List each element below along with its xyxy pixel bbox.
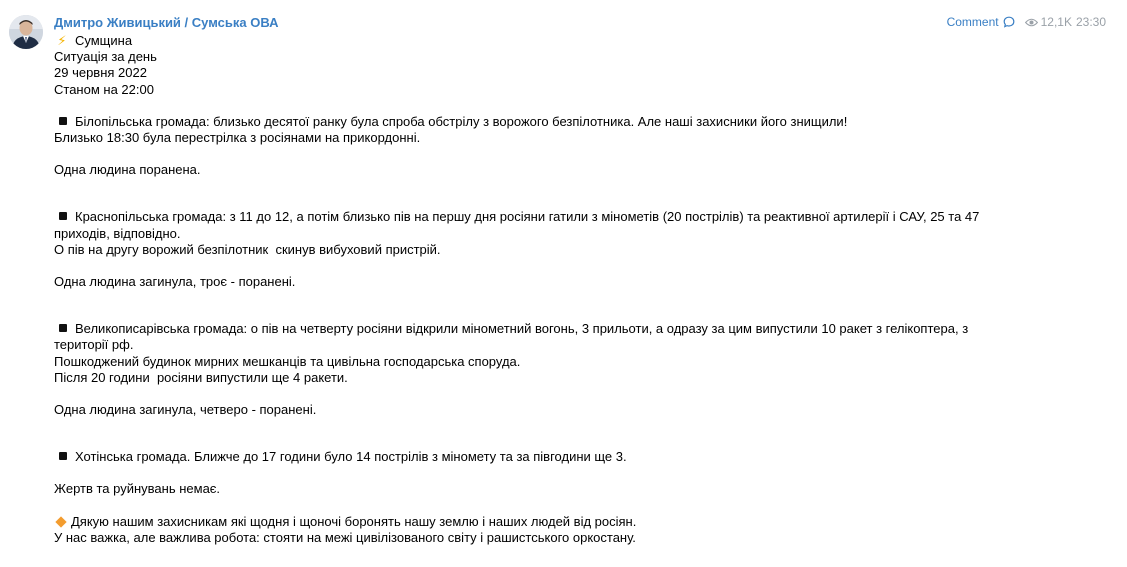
orange-diamond-icon — [55, 516, 66, 527]
eye-icon — [1025, 18, 1038, 27]
post-time: 23:30 — [1075, 15, 1106, 29]
section-line: Краснопільська громада: з 11 до 12, а потім близько пів на першу дня росіяни гатили з мінометів (20 пострілів) та реактивної артилерії і САУ, 25 та 47 — [54, 209, 1054, 225]
section-line: території рф. — [54, 337, 134, 353]
comment-icon — [1003, 16, 1015, 28]
section-summary: Одна людина загинула, троє - поранені. — [54, 274, 296, 290]
post-meta — [947, 15, 1106, 29]
post-body — [54, 33, 1054, 546]
section-line: Хотінська громада. Ближче до 17 години було 14 пострілів з міномету та за півгодини ще 3. — [54, 449, 1054, 465]
header-line: 29 червня 2022 — [54, 65, 147, 81]
section-summary: Одна людина поранена. — [54, 162, 201, 178]
view-counter — [1025, 15, 1072, 29]
header-line: Ситуація за день — [54, 49, 157, 65]
section-line: Великописарівська громада: о пів на четверту росіяни відкрили мінометний вогонь, 3 прильоти, а одразу за цим випустили 10 ракет з гелікоптера, з — [54, 321, 1054, 337]
bullet-square-icon — [59, 324, 67, 332]
comment-label: Comment — [946, 15, 999, 29]
bullet-square-icon — [59, 452, 67, 460]
closing-line: Дякую нашим захисникам які щодня і щоночі боронять нашу землю і наших людей від росіян. — [54, 514, 1054, 530]
header-line: Станом на 22:00 — [54, 81, 154, 97]
section-line: О пів на другу ворожий безпілотник скинув вибуховий пристрій. — [54, 241, 441, 257]
section-line: Білопільська громада: близько десятої ранку була спроба обстрілу з ворожого безпілотника. Але наші захисники його знищили! — [54, 114, 1054, 130]
section-line: Після 20 години росіяни випустили ще 4 ракети. — [54, 369, 348, 385]
avatar[interactable] — [9, 15, 43, 49]
avatar-image — [9, 15, 43, 49]
bullet-square-icon — [59, 117, 67, 125]
section-line: Близько 18:30 була перестрілка з росіянами на прикордонні. — [54, 130, 421, 146]
section-line: Пошкоджений будинок мирних мешканців та цивільна господарська споруда. — [54, 353, 521, 369]
view-count: 12,1K — [1040, 15, 1072, 29]
lightning-icon: ⚡ — [57, 33, 67, 48]
header-line: ⚡ Сумщина — [54, 33, 1054, 49]
section-summary: Жертв та руйнувань немає. — [54, 481, 221, 497]
section-line: приходів, відповідно. — [54, 225, 181, 241]
closing-line: У нас важка, але важлива робота: стояти на межі цивілізованого світу і рашистського оркостану. — [54, 529, 636, 545]
section-summary: Одна людина загинула, четверо - поранені. — [54, 402, 317, 418]
comment-button[interactable] — [947, 15, 1015, 29]
bullet-square-icon — [59, 212, 67, 220]
author-name[interactable]: Дмитро Живицький / Сумська ОВА — [54, 15, 279, 30]
